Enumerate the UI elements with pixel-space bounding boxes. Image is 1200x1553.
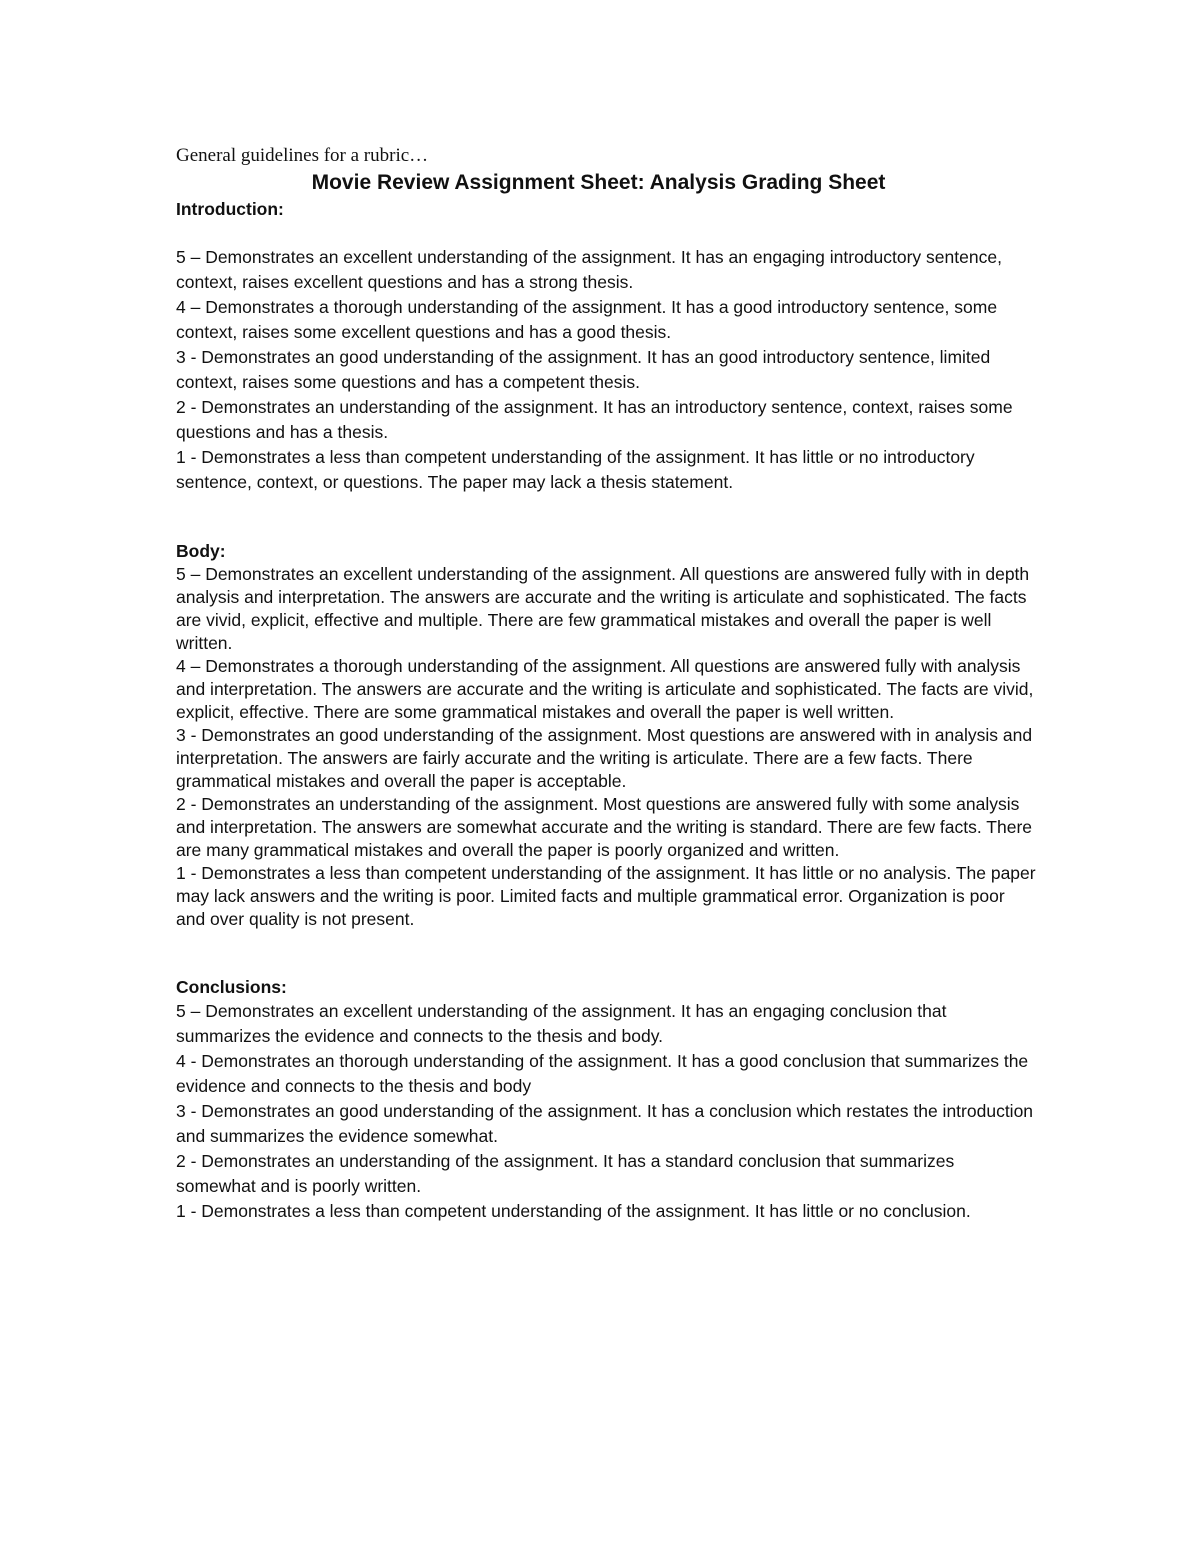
conclusions-criteria-list xyxy=(176,999,1036,1224)
body-criteria-list xyxy=(176,563,1036,931)
criterion-item: 4 – Demonstrates a thorough understanding of the assignment. All questions are answered fully with analysis and interpretation. The answers are accurate and the writing is articulate and sophisticated. The facts are vivid, explicit, effective. There are some grammatical mistakes and overall the paper is well written. xyxy=(176,656,1034,722)
conclusions-section xyxy=(176,975,1036,1224)
criterion-item: 1 - Demonstrates a less than competent understanding of the assignment. It has little or no introductory sentence, context, or questions. The paper may lack a thesis statement. xyxy=(176,447,975,492)
criterion-item: 5 – Demonstrates an excellent understanding of the assignment. It has an engaging conclusion that summarizes the evidence and connects to the thesis and body. xyxy=(176,1001,947,1046)
criterion-item: 2 - Demonstrates an understanding of the assignment. Most questions are answered fully with some analysis and interpretation. The answers are somewhat accurate and the writing is standard. There are few facts. There are many grammatical mistakes and overall the paper is poorly organized and written. xyxy=(176,794,1033,860)
criterion-item: 3 - Demonstrates an good understanding of the assignment. Most questions are answered with in analysis and interpretation. The answers are fairly accurate and the writing is articulate. There are a few facts. There grammatical mistakes and overall the paper is acceptable. xyxy=(176,725,1033,791)
criterion-item: 3 - Demonstrates an good understanding of the assignment. It has an good introductory sentence, limited context, raises some questions and has a competent thesis. xyxy=(176,347,991,392)
criterion-item: 4 - Demonstrates an thorough understanding of the assignment. It has a good conclusion that summarizes the evidence and connects to the thesis and body xyxy=(176,1051,1029,1096)
page-title: Movie Review Assignment Sheet: Analysis Grading Sheet xyxy=(311,171,886,194)
criterion-item: 4 – Demonstrates a thorough understanding of the assignment. It has a good introductory sentence, some context, raises some excellent questions and has a good thesis. xyxy=(176,297,998,342)
criterion-item: 3 - Demonstrates an good understanding of the assignment. It has a conclusion which restates the introduction and summarizes the evidence somewhat. xyxy=(176,1101,1034,1146)
criterion-item: 2 - Demonstrates an understanding of the assignment. It has an introductory sentence, context, raises some questions and has a thesis. xyxy=(176,397,1013,442)
criterion-item: 5 – Demonstrates an excellent understanding of the assignment. All questions are answered fully with in depth analysis and interpretation. The answers are accurate and the writing is articulate and sophisticated. The facts are vivid, explicit, effective and multiple. There are few grammatical mistakes and overall the paper is well written. xyxy=(176,564,1030,653)
conclusions-heading: Conclusions: xyxy=(176,977,287,997)
criterion-item: 2 - Demonstrates an understanding of the assignment. It has a standard conclusion that summarizes somewhat and is poorly written. xyxy=(176,1151,955,1196)
introduction-criteria-list xyxy=(176,245,1036,495)
introduction-section xyxy=(176,197,1036,495)
body-heading: Body: xyxy=(176,541,226,561)
introduction-heading: Introduction: xyxy=(176,199,284,219)
document-content xyxy=(176,143,1036,1224)
criterion-item: 5 – Demonstrates an excellent understanding of the assignment. It has an engaging introductory sentence, context, raises excellent questions and has a strong thesis. xyxy=(176,247,1002,292)
body-section xyxy=(176,539,1036,931)
criterion-item: 1 - Demonstrates a less than competent understanding of the assignment. It has little or no analysis. The paper may lack answers and the writing is poor. Limited facts and multiple grammatical error. Organization is poor and over quality is not present. xyxy=(176,863,1036,929)
criterion-item: 1 - Demonstrates a less than competent understanding of the assignment. It has little or no conclusion. xyxy=(176,1201,971,1221)
pre-title: General guidelines for a rubric… xyxy=(176,145,429,166)
